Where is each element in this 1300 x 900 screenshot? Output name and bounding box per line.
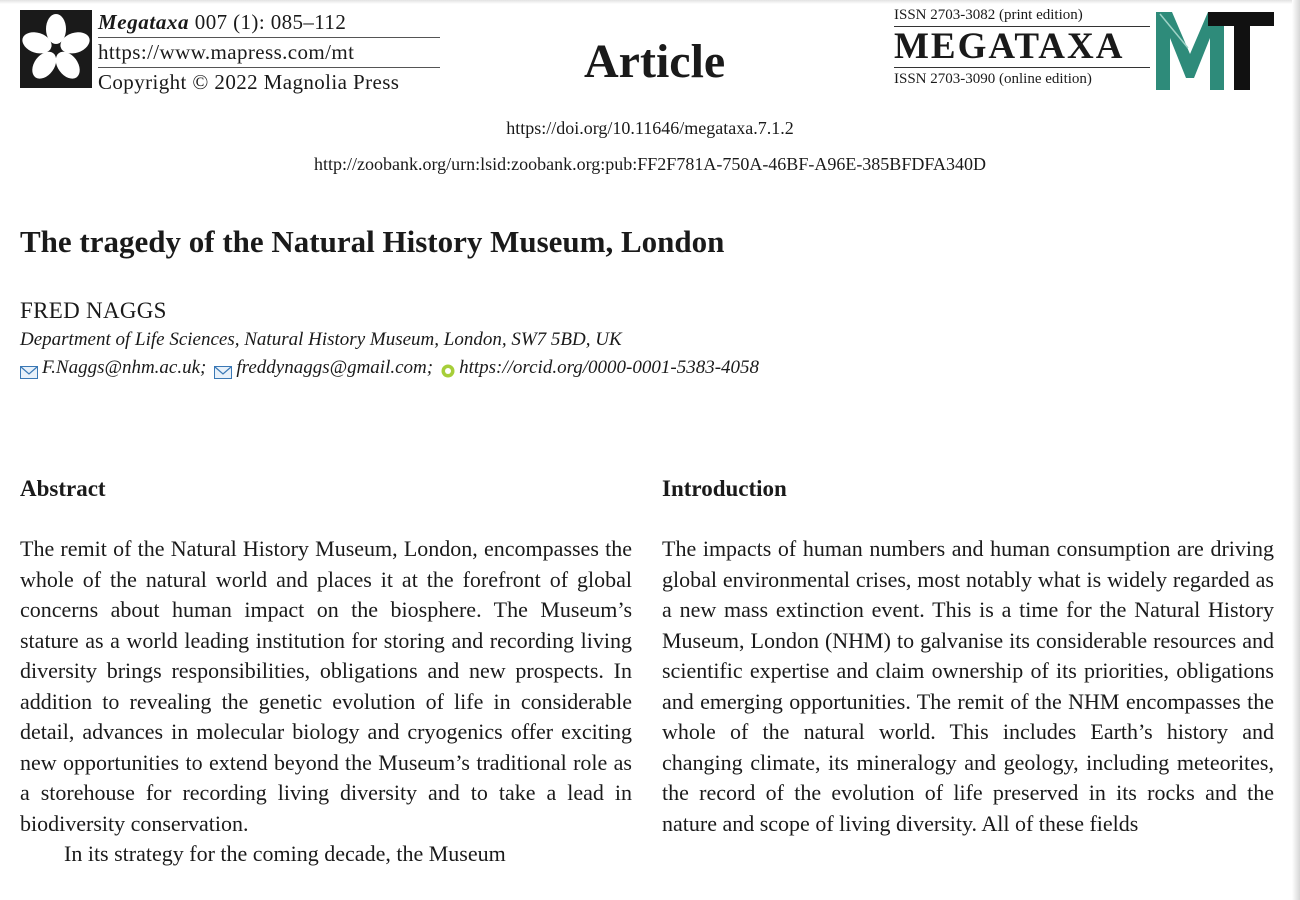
author-name: FRED NAGGS: [20, 298, 167, 323]
issn-print: ISSN 2703-3082 (print edition): [894, 7, 1083, 23]
page-edge-top: [0, 0, 1300, 4]
introduction-paragraph-1: The impacts of human numbers and human consumption are driving global environmental crises, most notably what is widely regarded as a new mass extinction event. This is a time for the Natural History Museum, London (NHM) to galvanise its considerable resources and scientific expertise and claim ownership of its priorities, obligations and emerging opportunities. The remit of the NHM encompasses the whole of the natural world. This includes Earth’s history and changing climate, its mineralogy and geology, including meteorites, the record of the evolution of life preserved in its rocks and the nature and scope of living diversity. All of these fields: [662, 536, 1274, 836]
abstract-heading: Abstract: [20, 476, 106, 501]
journal-name: Megataxa: [98, 10, 190, 34]
journal-website-link[interactable]: https://www.mapress.com/mt: [98, 38, 440, 68]
issn-block: [894, 6, 1150, 88]
magnolia-press-logo-icon: [20, 10, 92, 88]
copyright-line: Copyright © 2022 Magnolia Press: [98, 70, 400, 94]
issn-online: ISSN 2703-3090 (online edition): [894, 71, 1092, 87]
journal-info: [98, 8, 440, 97]
author-affiliation: Department of Life Sciences, Natural History Museum, London, SW7 5BD, UK: [20, 329, 622, 350]
abstract-paragraph-2: In its strategy for the coming decade, the Museum: [64, 841, 506, 866]
journal-citation: [98, 8, 440, 38]
article-title: The tragedy of the Natural History Museum, London: [20, 224, 725, 259]
doi-link[interactable]: https://doi.org/10.11646/megataxa.7.1.2: [506, 118, 794, 138]
orcid-link[interactable]: https://orcid.org/0000-0001-5383-4058: [459, 357, 760, 378]
volume-pages: 007 (1): 085–112: [189, 10, 347, 34]
email-icon: [214, 362, 232, 375]
article-type-label: Article: [584, 35, 726, 88]
email-link-1[interactable]: F.Naggs@nhm.ac.uk;: [42, 357, 207, 378]
orcid-icon: [441, 361, 455, 375]
zoobank-link[interactable]: http://zoobank.org/urn:lsid:zoobank.org:pub:FF2F781A-750A-46BF-A96E-385BFDFA340D: [313, 154, 986, 174]
author-contacts: [20, 356, 759, 380]
introduction-column: [662, 474, 1274, 839]
abstract-column: [20, 474, 632, 870]
introduction-heading: Introduction: [662, 476, 787, 501]
email-link-2[interactable]: freddynaggs@gmail.com;: [236, 357, 434, 378]
email-icon: [20, 362, 38, 375]
abstract-paragraph-1: The remit of the Natural History Museum, London, encompasses the whole of the natural world and places it at the forefront of global concerns about human impact on the biosphere. The Museum’s stature as a world leading institution for storing and recording living diversity brings responsibilities, obligations and new prospects. In addition to revealing the genetic evolution of life in considerable detail, advances in molecular biology and cryogenics offer exciting new opportunities to extend beyond the Museum’s traditional role as a storehouse for recording living diversity and to take a lead in biodiversity conservation.: [20, 536, 632, 836]
journal-logo-wordmark: MEGATAXA: [894, 26, 1150, 68]
mt-logo-icon: [1154, 8, 1276, 92]
